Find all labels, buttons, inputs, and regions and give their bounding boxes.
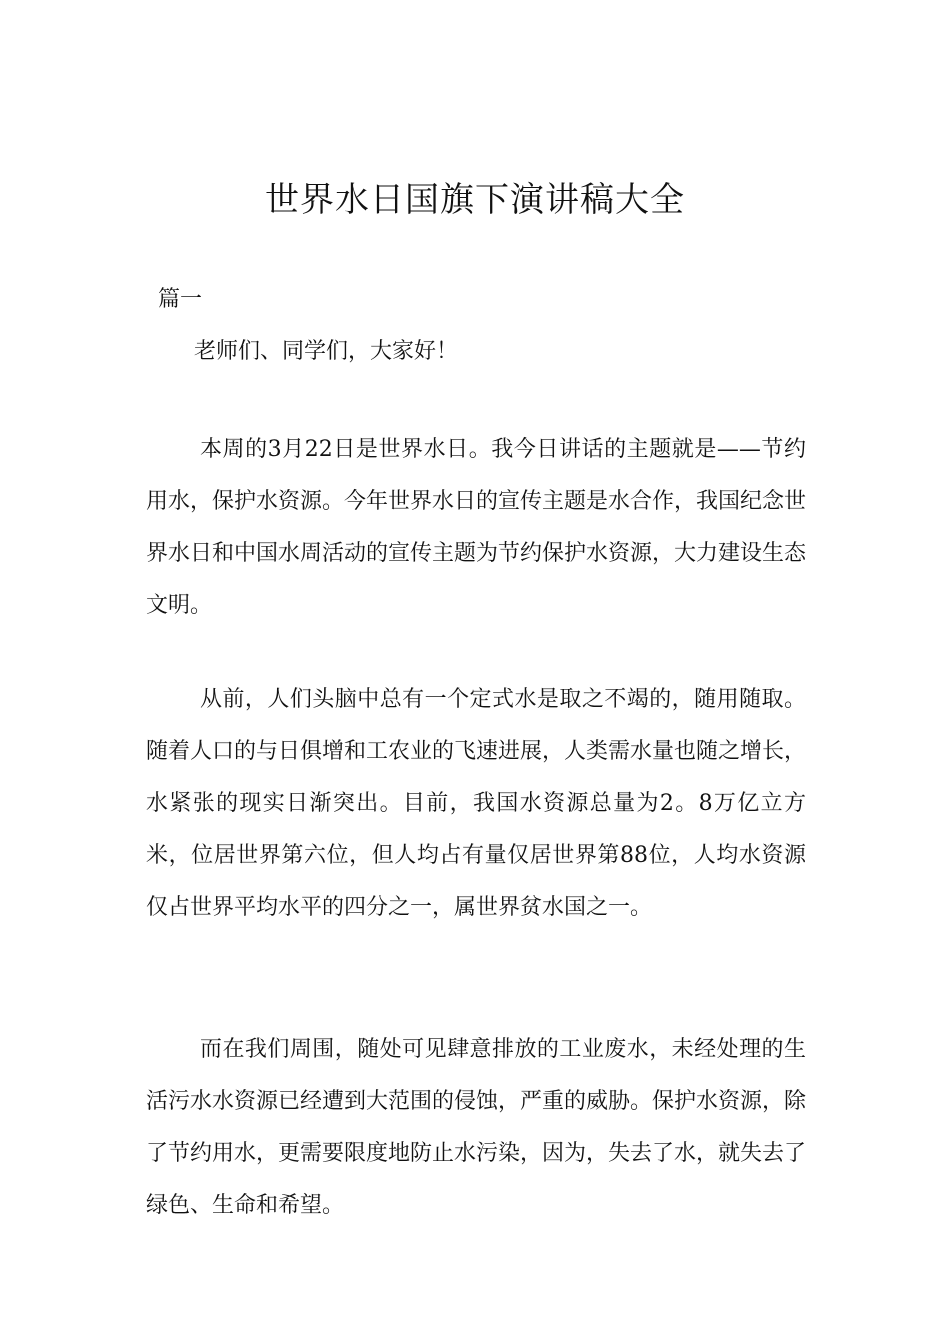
document-title: 世界水日国旗下演讲稿大全	[265, 180, 685, 220]
greeting-line: 老师们、同学们，大家好！	[194, 339, 459, 364]
body-paragraph-1: 本周的3月22日是世界水日。我今日讲话的主题就是——节约用水，保护水资源。今年世界水日的宣传主题是水合作，我国纪念世界水日和中国水周活动的宣传主题为节约保护水资源，大力建设生态文明。	[146, 437, 807, 618]
body-paragraph-2: 从前，人们头脑中总有一个定式水是取之不竭的，随用随取。随着人口的与日俱增和工农业的飞速进展，人类需水量也随之增长，水紧张的现实日渐突出。目前，我国水资源总量为2。8万亿立方米，位居世界第六位，但人均占有量仅居世界第88位，人均水资源仅占世界平均水平的四分之一，属世界贫水国之一。	[146, 687, 807, 920]
section-label: 篇一	[158, 287, 203, 312]
body-paragraph-3: 而在我们周围，随处可见肆意排放的工业废水，未经处理的生活污水水资源已经遭到大范围的侵蚀，严重的威胁。保护水资源，除了节约用水，更需要限度地防止水污染，因为，失去了水，就失去了绿色、生命和希望。	[146, 1037, 807, 1218]
